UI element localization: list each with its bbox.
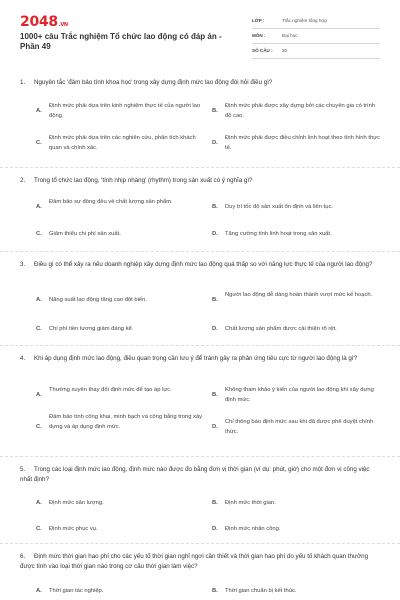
- option-letter: D.: [212, 140, 218, 146]
- question-stem: Định mức thời gian hao phí cho các yếu tố thời gian nghỉ ngơi cần thiết và thời gian hao phí do yếu tố khách quan thường được tính vào loại thời gian nào trong cơ cấu thời gian làm việc?: [20, 553, 369, 570]
- option-letter: D.: [212, 231, 218, 237]
- option-letter: C.: [36, 326, 42, 332]
- option-text: Không tham khảo ý kiến của người lao động khi xây dựng định mức.: [225, 387, 374, 403]
- option-b[interactable]: [212, 102, 382, 122]
- question-text: [20, 465, 374, 485]
- option-letter: C.: [36, 231, 42, 237]
- meta-value: Trắc nghiệm tổng hợp: [282, 18, 327, 23]
- question-text: [20, 176, 374, 186]
- option-text: Năng suất lao động tăng cao đột biến.: [49, 297, 147, 303]
- option-a[interactable]: [36, 587, 206, 597]
- option-letter: C.: [36, 424, 42, 430]
- option-b[interactable]: [212, 386, 382, 406]
- meta-row-count: [252, 44, 380, 59]
- option-a[interactable]: [36, 102, 206, 122]
- option-text: Duy trì tốc độ sản xuất ổn định và liên tục.: [225, 204, 333, 210]
- option-text: Tăng cường tính linh hoạt trong sản xuất.: [225, 231, 332, 237]
- option-text: Thời gian chuẩn bị kết thúc.: [225, 588, 297, 594]
- question-item: [0, 457, 400, 544]
- logo-suffix: .VN: [58, 22, 68, 28]
- option-text: Đảm bảo tính công khai, minh bạch và công bằng trong xây dựng và áp dụng định mức.: [49, 414, 203, 430]
- logo-text: 2048: [20, 14, 58, 30]
- question-item: [0, 70, 400, 168]
- question-stem: Nguyên tắc 'đảm bảo tính khoa học' trong xây dựng định mức lao động đòi hỏi điều gì?: [34, 79, 273, 86]
- question-number: 4.: [20, 355, 26, 362]
- option-letter: D.: [212, 526, 218, 532]
- option-letter: A.: [36, 108, 42, 114]
- option-d[interactable]: [212, 230, 382, 240]
- meta-key: LỚP :: [252, 18, 265, 23]
- question-stem: Điều gì có thể xảy ra nếu doanh nghiệp xây dựng định mức lao động quá thấp so với năng lực thực tế của người lao động?: [34, 261, 373, 268]
- question-number: 2.: [20, 177, 26, 184]
- question-stem: Trong tổ chức lao động, 'tính nhịp nhàng' (rhythm) trong sản xuất có ý nghĩa gì?: [34, 177, 253, 184]
- option-letter: A.: [36, 297, 42, 303]
- question-number: 1.: [20, 79, 26, 86]
- option-letter: B.: [212, 500, 218, 506]
- option-text: Định mức phục vụ.: [49, 526, 98, 532]
- question-text: [20, 354, 374, 364]
- option-letter: B.: [212, 392, 218, 398]
- option-text: Giảm thiểu chi phí sản xuất.: [49, 231, 121, 237]
- option-text: Thường xuyên thay đổi định mức để tạo áp lực.: [49, 387, 172, 393]
- question-number: 5.: [20, 466, 26, 473]
- option-d[interactable]: [212, 134, 382, 154]
- option-text: Định mức phải dựa trên các nghiên cứu, phân tích khách quan và chính xác.: [49, 135, 196, 151]
- question-text: [20, 552, 374, 572]
- option-text: Định mức sản lượng.: [49, 500, 104, 506]
- option-c[interactable]: [36, 230, 206, 240]
- site-logo[interactable]: [20, 14, 67, 30]
- meta-key: MÔN :: [252, 33, 266, 38]
- option-letter: A.: [36, 392, 42, 398]
- option-text: Người lao động dễ dàng hoàn thành vượt mức kế hoạch.: [225, 292, 373, 298]
- option-letter: D.: [212, 424, 218, 430]
- option-b[interactable]: [212, 499, 382, 509]
- option-letter: D.: [212, 326, 218, 332]
- page-header: [0, 0, 400, 62]
- option-d[interactable]: [212, 418, 382, 438]
- option-letter: B.: [212, 108, 218, 114]
- option-letter: A.: [36, 588, 42, 594]
- option-text: Chi phí tiền lương giảm đáng kể.: [49, 326, 134, 332]
- question-number: 3.: [20, 261, 26, 268]
- option-letter: B.: [212, 297, 218, 303]
- option-text: Định mức phải dựa trên kinh nghiệm thực tế của người lao động.: [49, 103, 201, 119]
- option-letter: C.: [36, 526, 42, 532]
- option-a[interactable]: [36, 499, 206, 509]
- option-c[interactable]: [36, 134, 206, 154]
- question-stem: Trong các loại định mức lao động, định mức nào được đo bằng đơn vị thời gian (ví dụ: phút, giờ) cho một đơn vị công việc nhất định?: [20, 466, 370, 483]
- option-text: Định mức phải được xây dựng bởi các chuyên gia có trình độ cao.: [225, 103, 376, 119]
- option-text: Định mức nhân công.: [225, 526, 281, 532]
- option-a[interactable]: [36, 386, 206, 406]
- question-text: [20, 260, 374, 270]
- question-text: [20, 78, 374, 88]
- meta-table: [252, 14, 380, 59]
- option-letter: B.: [212, 204, 218, 210]
- option-b[interactable]: [212, 587, 382, 597]
- option-b[interactable]: [212, 203, 382, 213]
- option-text: Định mức phải được điều chỉnh linh hoạt theo tình hình thực tế.: [225, 135, 380, 151]
- document-title: 1000+ câu Trắc nghiệm Tổ chức lao động có đáp án - Phần 49: [20, 32, 222, 51]
- option-a[interactable]: [36, 296, 206, 306]
- option-letter: A.: [36, 204, 42, 210]
- question-item: [0, 252, 400, 346]
- option-c[interactable]: [36, 525, 206, 535]
- meta-row-subject: [252, 29, 380, 44]
- option-text: Đảm bảo sự đồng đều về chất lượng sản phẩm.: [49, 199, 173, 205]
- question-item: [0, 544, 400, 600]
- question-stem: Khi áp dụng định mức lao động, điều quan trọng cần lưu ý để tránh gây ra phản ứng tiêu cực từ người lao động là gì?: [34, 355, 358, 362]
- option-b[interactable]: [212, 291, 382, 311]
- meta-row-class: [252, 14, 380, 29]
- meta-key: SỐ CÂU :: [252, 48, 273, 53]
- option-c[interactable]: [36, 413, 206, 443]
- meta-value: 30: [282, 48, 288, 53]
- question-item: [0, 346, 400, 457]
- question-item: [0, 168, 400, 252]
- option-d[interactable]: [212, 525, 382, 535]
- question-number: 6.: [20, 553, 26, 560]
- option-text: Chỉ thông báo định mức sau khi đã được phê duyệt chính thức.: [225, 419, 374, 435]
- option-text: Thời gian tác nghiệp.: [49, 588, 104, 594]
- option-text: Định mức thời gian.: [225, 500, 276, 506]
- option-a[interactable]: [36, 198, 206, 218]
- meta-value: Đại học: [282, 33, 298, 38]
- option-text: Chất lượng sản phẩm được cải thiện rõ rệt.: [225, 326, 337, 332]
- option-letter: B.: [212, 588, 218, 594]
- option-c[interactable]: [36, 325, 206, 335]
- option-letter: A.: [36, 500, 42, 506]
- option-letter: C.: [36, 140, 42, 146]
- option-d[interactable]: [212, 325, 382, 335]
